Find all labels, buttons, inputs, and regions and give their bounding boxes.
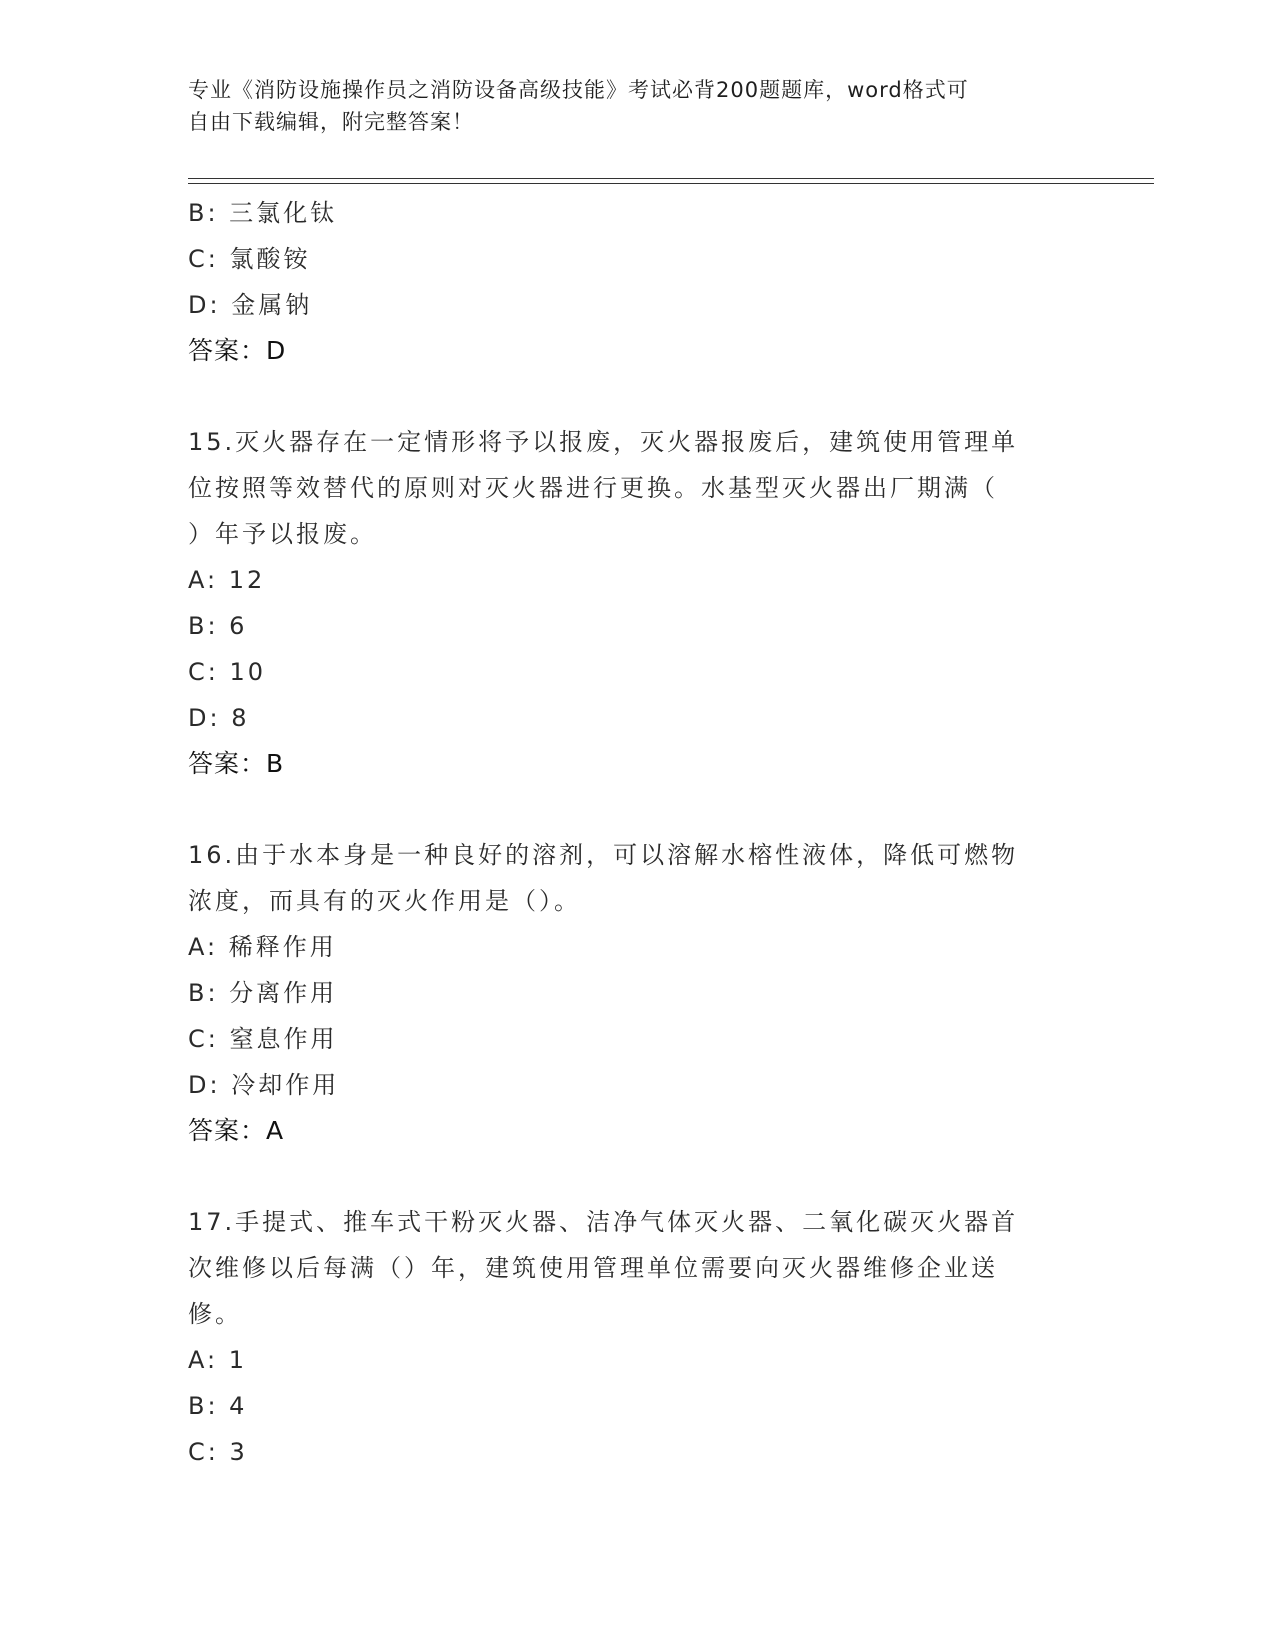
option-a: A: 12 [188,566,266,594]
header-line-2: 自由下载编辑，附完整答案！ [188,110,474,134]
header-line-1: 专业《消防设施操作员之消防设备高级技能》考试必背200题题库，word格式可 [188,78,969,102]
option-a: A: 1 [188,1346,247,1374]
option-b: B: 6 [188,612,248,640]
spacer [188,374,1088,419]
question-text-line: ）年予以报废。 [188,520,377,548]
answer-line: 答案：B [188,749,285,778]
question-text-line: 修。 [188,1300,242,1328]
answer-line: 答案：D [188,336,287,365]
header-divider-bottom [188,183,1154,184]
option-c: C: 窒息作用 [188,1025,338,1053]
option-d: D: 8 [188,704,250,732]
question-15 [188,419,1088,787]
option-b: B: 4 [188,1392,248,1420]
question-text-line: 位按照等效替代的原则对灭火器进行更换。水基型灭火器出厂期满（ [188,474,998,502]
option-c: C: 3 [188,1438,248,1466]
document-body [188,190,1088,1475]
question-text-line: 15.灭火器存在一定情形将予以报废，灭火器报废后，建筑使用管理单 [188,428,1019,456]
header-divider-top [188,178,1154,179]
document-header [188,74,1088,138]
question-text-line: 浓度，而具有的灭火作用是（）。 [188,887,581,915]
question-17 [188,1199,1088,1475]
question-text-line: 16.由于水本身是一种良好的溶剂，可以溶解水榕性液体，降低可燃物 [188,841,1019,869]
question-text-line: 次维修以后每满（）年，建筑使用管理单位需要向灭火器维修企业送 [188,1254,998,1282]
question-14-continuation [188,190,1088,374]
answer-line: 答案：A [188,1116,285,1145]
option-c: C: 氯酸铵 [188,245,311,273]
spacer [188,1154,1088,1199]
option-d: D: 金属钠 [188,291,313,319]
spacer [188,787,1088,832]
option-c: C: 10 [188,658,267,686]
question-text-line: 17.手提式、推车式干粉灭火器、洁净气体灭火器、二氧化碳灭火器首 [188,1208,1019,1236]
option-d: D: 冷却作用 [188,1071,340,1099]
option-b: B: 分离作用 [188,979,338,1007]
option-a: A: 稀释作用 [188,933,337,961]
question-16 [188,832,1088,1154]
option-b: B: 三氯化钛 [188,199,338,227]
